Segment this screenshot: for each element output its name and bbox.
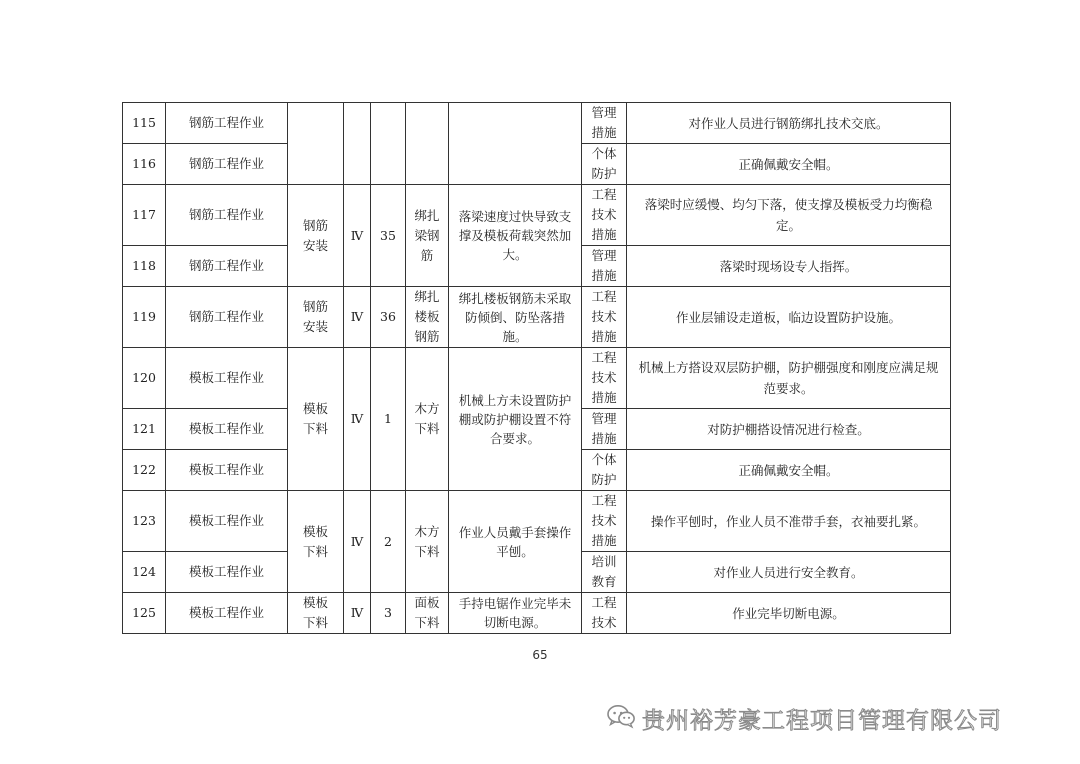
row-number: 123 [123, 491, 166, 552]
sequence-number: 1 [371, 348, 406, 491]
risk-description: 作业人员戴手套操作平刨。 [449, 491, 582, 593]
measure-type: 个体 防护 [582, 450, 627, 491]
row-number: 118 [123, 246, 166, 287]
work-item: 钢筋工程作业 [166, 185, 288, 246]
control-measure: 对作业人员进行钢筋绑扎技术交底。 [627, 103, 951, 144]
control-measure: 对防护棚搭设情况进行检查。 [627, 409, 951, 450]
row-number: 125 [123, 593, 166, 634]
empty-cell [371, 103, 406, 185]
process-cell: 模板 下料 [288, 491, 344, 593]
sequence-number: 3 [371, 593, 406, 634]
table-row [123, 287, 951, 348]
row-number: 124 [123, 552, 166, 593]
work-item: 钢筋工程作业 [166, 144, 288, 185]
sequence-number: 35 [371, 185, 406, 287]
control-measure: 对作业人员进行安全教育。 [627, 552, 951, 593]
process-cell: 钢筋 安装 [288, 287, 344, 348]
empty-cell [406, 103, 449, 185]
work-part: 木方 下料 [406, 491, 449, 593]
risk-description: 落梁速度过快导致支撑及模板荷载突然加大。 [449, 185, 582, 287]
measure-type: 管理 措施 [582, 103, 627, 144]
row-number: 122 [123, 450, 166, 491]
watermark-text: 贵州裕芳豪工程项目管理有限公司 [642, 707, 1002, 734]
risk-level: Ⅳ [344, 287, 371, 348]
control-measure: 落梁时应缓慢、均匀下落，使支撑及模板受力均衡稳定。 [627, 185, 951, 246]
work-item: 模板工程作业 [166, 593, 288, 634]
measure-type: 个体 防护 [582, 144, 627, 185]
wechat-logo-icon [606, 703, 636, 733]
row-number: 120 [123, 348, 166, 409]
table-row [123, 491, 951, 552]
measure-type: 工程 技术 措施 [582, 491, 627, 552]
work-part: 面板 下料 [406, 593, 449, 634]
work-part: 绑扎 梁钢 筋 [406, 185, 449, 287]
work-part: 木方 下料 [406, 348, 449, 491]
table-row [123, 348, 951, 409]
risk-description: 手持电锯作业完毕未切断电源。 [449, 593, 582, 634]
risk-level: Ⅳ [344, 185, 371, 287]
risk-level: Ⅳ [344, 491, 371, 593]
work-part: 绑扎 楼板 钢筋 [406, 287, 449, 348]
measure-type: 工程 技术 [582, 593, 627, 634]
work-item: 钢筋工程作业 [166, 103, 288, 144]
row-number: 117 [123, 185, 166, 246]
table-row [123, 185, 951, 246]
sequence-number: 2 [371, 491, 406, 593]
risk-description: 机械上方未设置防护棚或防护棚设置不符合要求。 [449, 348, 582, 491]
work-item: 钢筋工程作业 [166, 246, 288, 287]
watermark [606, 700, 1002, 736]
work-item: 模板工程作业 [166, 552, 288, 593]
risk-description: 绑扎楼板钢筋未采取防倾倒、防坠落措施。 [449, 287, 582, 348]
control-measure: 操作平刨时，作业人员不准带手套，衣袖要扎紧。 [627, 491, 951, 552]
work-item: 模板工程作业 [166, 450, 288, 491]
process-cell: 钢筋 安装 [288, 185, 344, 287]
control-measure: 落梁时现场设专人指挥。 [627, 246, 951, 287]
measure-type: 培训 教育 [582, 552, 627, 593]
page-number: 65 [532, 648, 548, 662]
table-row [123, 103, 951, 144]
row-number: 119 [123, 287, 166, 348]
process-cell: 模板 下料 [288, 593, 344, 634]
risk-level: Ⅳ [344, 348, 371, 491]
empty-cell [344, 103, 371, 185]
risk-level: Ⅳ [344, 593, 371, 634]
control-measure: 正确佩戴安全帽。 [627, 144, 951, 185]
work-item: 模板工程作业 [166, 409, 288, 450]
work-item: 模板工程作业 [166, 491, 288, 552]
measure-type: 工程 技术 措施 [582, 185, 627, 246]
work-item: 钢筋工程作业 [166, 287, 288, 348]
empty-cell [288, 103, 344, 185]
table-row [123, 593, 951, 634]
control-measure: 作业完毕切断电源。 [627, 593, 951, 634]
row-number: 121 [123, 409, 166, 450]
measure-type: 工程 技术 措施 [582, 348, 627, 409]
control-measure: 作业层铺设走道板，临边设置防护设施。 [627, 287, 951, 348]
hazard-table [122, 102, 951, 634]
measure-type: 管理 措施 [582, 409, 627, 450]
sequence-number: 36 [371, 287, 406, 348]
process-cell: 模板 下料 [288, 348, 344, 491]
measure-type: 管理 措施 [582, 246, 627, 287]
row-number: 115 [123, 103, 166, 144]
row-number: 116 [123, 144, 166, 185]
measure-type: 工程 技术 措施 [582, 287, 627, 348]
control-measure: 正确佩戴安全帽。 [627, 450, 951, 491]
control-measure: 机械上方搭设双层防护棚，防护棚强度和刚度应满足规范要求。 [627, 348, 951, 409]
work-item: 模板工程作业 [166, 348, 288, 409]
empty-cell [449, 103, 582, 185]
